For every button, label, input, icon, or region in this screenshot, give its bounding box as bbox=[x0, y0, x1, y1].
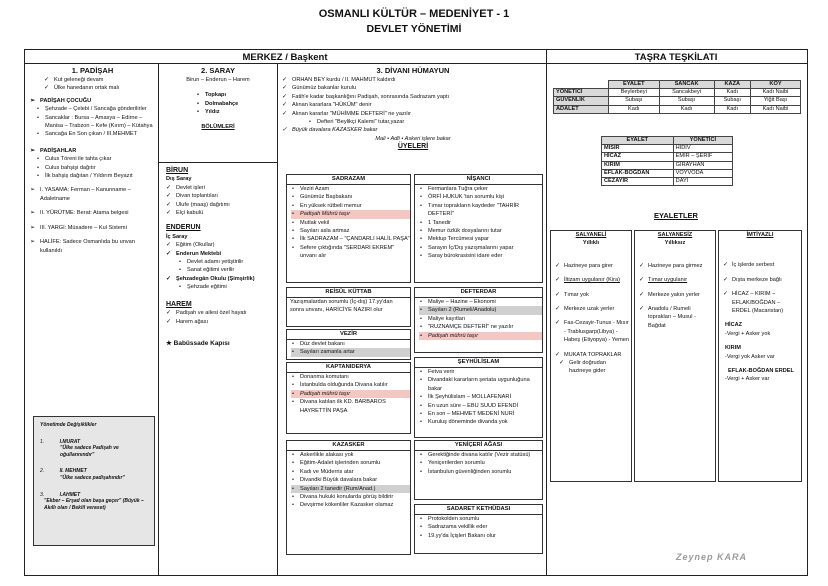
list-item: • Sanat eğitimi verilir bbox=[178, 266, 274, 274]
table-row bbox=[554, 97, 801, 105]
list-item: • Divana hukuki konularda görüş bildirir bbox=[291, 493, 410, 501]
saray-heading: 2. SARAY bbox=[201, 66, 235, 75]
list-item: ✓ Devlet işleri bbox=[166, 184, 274, 192]
list-item: • İlk bahşiş dağıtan / Yıldırım Beyazıt bbox=[36, 172, 155, 180]
note-item bbox=[40, 468, 150, 481]
list-item: • Culus bahşişi dağıtır bbox=[36, 164, 155, 172]
note-item bbox=[40, 492, 150, 512]
list-item: • 19.yy'da İçişleri Bakanı olur bbox=[419, 532, 542, 540]
reisul-text: Yazışmalardan sorumlu (İç-dış) 17.yy'dan sonra unvanı, HARİCİYE NAZIRI olur bbox=[290, 299, 393, 314]
table-row bbox=[602, 153, 733, 161]
list-item: ✓ İç işlerde serbest bbox=[723, 261, 799, 269]
list-item: • Fetva verir bbox=[419, 368, 542, 376]
salyanesiz-box bbox=[634, 230, 716, 482]
list-item: ✓ Eğitim (Okullar) bbox=[166, 241, 274, 249]
author-signature: Zeynep KARA bbox=[676, 552, 748, 562]
padisah-section bbox=[30, 66, 155, 255]
list-item: ✓ Alınan kararlara "HÜKÜM" denir bbox=[282, 101, 544, 109]
table-row bbox=[554, 89, 801, 97]
table-cell: Yiğit Başı bbox=[750, 97, 800, 105]
salyaneli-sub: Yıllıklı bbox=[582, 240, 600, 247]
sadaret-title: SADARET KETHÜDASI bbox=[415, 505, 542, 515]
list-item: ✓ Kut geleneği devam bbox=[44, 76, 155, 84]
list-item: ➢ I. YASAMA: Ferman – Kanunname – Adaletname bbox=[30, 186, 155, 203]
list-item: • Divandki Büyük davalara bakar bbox=[291, 476, 410, 484]
list-item: • Defteri "Beylikçi Kalemi" tutar,yazar bbox=[308, 118, 544, 126]
table-cell: YÖNETİCİ bbox=[554, 89, 609, 97]
list-item: • Sayıları zamanla artar bbox=[291, 348, 410, 356]
table-row bbox=[554, 105, 801, 113]
imtiyaz-text: -Vergi + Asker yok bbox=[725, 330, 771, 337]
table-cell: Kadı Naibi bbox=[750, 105, 800, 113]
table-row bbox=[602, 145, 733, 153]
seyhul-box bbox=[414, 357, 543, 438]
list-item: • Donanma komutanı bbox=[291, 373, 410, 381]
table-cell: HİCAZ bbox=[602, 153, 674, 161]
table-cell: Kadı Naibi bbox=[750, 89, 800, 97]
list-item: ✓ Gelir doğrudan hazineye gider bbox=[559, 359, 629, 376]
babussade-label bbox=[166, 340, 274, 348]
defterdar-box bbox=[414, 287, 543, 353]
table-cell: Subaşı bbox=[714, 97, 750, 105]
seyhul-title: ŞEYHÜLİSLAM bbox=[415, 358, 542, 368]
table-cell: VOYVODA bbox=[673, 169, 732, 177]
table-cell: ADALET bbox=[554, 105, 609, 113]
list-item: • Padişah mührü taşır bbox=[291, 390, 410, 398]
list-item: • Kadı ve Müderris atar bbox=[291, 468, 410, 476]
table-cell: Subaşı bbox=[659, 97, 714, 105]
list-item: • Mutlak vekil bbox=[291, 219, 410, 227]
imtiyaz-text: -Vergi + Asker var bbox=[725, 376, 770, 383]
harem-title: HAREM bbox=[166, 300, 192, 308]
list-item: • Divandaki kararların şeriata uygunluğuna bakar bbox=[419, 376, 542, 393]
table-cell: GÜVENLİK bbox=[554, 97, 609, 105]
note-text: "Ülke sadece padişahındır" bbox=[60, 474, 125, 481]
list-item: • "RUZNAMÇE DEFTERİ" ne yazılır bbox=[419, 323, 542, 331]
table-cell: Subaşı bbox=[609, 97, 660, 105]
list-item: • Askerlikle alakası yok bbox=[291, 451, 410, 459]
eyaletler-title: EYALETLER bbox=[654, 211, 698, 220]
list-item: • Gerektiğinde divana katılır (Vezir statüsü) bbox=[419, 451, 542, 459]
table-header: YÖNETİCİ bbox=[673, 137, 732, 145]
sehzade-title: ✓ Şehzadegân Okulu (Şimşirlik) bbox=[166, 275, 274, 283]
salyaneli-box bbox=[550, 230, 632, 482]
list-item: • Sayıları 2 (Rumeli/Anadolu) bbox=[419, 306, 542, 314]
list-item: • En uzun süre – EBU SUUD EFENDİ bbox=[419, 402, 542, 410]
list-item: • Yıldız bbox=[196, 108, 274, 116]
list-item: ✓ Enderun Mektebi bbox=[166, 250, 274, 258]
divan-heading: 3. DİVANI HÜMAYUN bbox=[376, 66, 450, 75]
sadrazam-title: SADRAZAM bbox=[287, 175, 410, 185]
list-item: • Kuruluş döneminde divanda yok bbox=[419, 418, 542, 426]
list-item: • Devşirme kökenliler Kazasker olamaz bbox=[291, 501, 410, 509]
list-item: • Sadrazama vekillik eder bbox=[419, 523, 542, 531]
list-item: ✓ ORHAN BEY kurdu / II. MAHMUT kaldırdı bbox=[282, 76, 544, 84]
list-item: • Yeniçerilerden sorumlu bbox=[419, 459, 542, 467]
birun-sub: Dış Saray bbox=[166, 176, 192, 183]
imtiyazli-title: İMTİYAZLI bbox=[746, 232, 774, 238]
table-cell: KIRIM bbox=[602, 161, 674, 169]
salyanesiz-sub: Yıllıksız bbox=[664, 240, 686, 247]
list-item: ✓ Fatih'e kadar başkanlığını Padişah, sonrasında Sadrazam yaptı bbox=[282, 93, 544, 101]
sadaret-box bbox=[414, 504, 543, 554]
reisul-box bbox=[286, 287, 411, 327]
list-item: ✓ Padişah ve ailesi özel hayatı bbox=[166, 309, 274, 317]
divan-mali: Mali • Adli • Askeri işlere bakar bbox=[375, 135, 451, 142]
table-header: EYALET bbox=[602, 137, 674, 145]
list-item: ✓ Divan toplantıları bbox=[166, 192, 274, 200]
divan-section bbox=[282, 66, 544, 152]
note-name: I.MURAT bbox=[59, 438, 81, 445]
table-row bbox=[602, 161, 733, 169]
tasra-header: TAŞRA TEŞKİLATI bbox=[634, 52, 718, 63]
nisanci-box bbox=[414, 174, 543, 283]
table-cell: EFLAK-BOĞDAN bbox=[602, 169, 674, 177]
list-item: ✓ Hazineye para girer bbox=[555, 262, 629, 270]
list-item: • İstanbulun güvenliğinden sorumlu bbox=[419, 468, 542, 476]
table-row bbox=[602, 178, 733, 186]
list-item: • Maliye kayıtları bbox=[419, 315, 542, 323]
list-item: • Sayıları 2 tanedir (Rum/Anad.) bbox=[291, 485, 410, 493]
vezir-box bbox=[286, 329, 411, 360]
list-item: • Sefere çıktığında "SERDARI EKREM" unvanı alır bbox=[291, 244, 410, 261]
yeniceri-title: YENİÇERİ AĞASI bbox=[415, 441, 542, 451]
list-item: ➢ HALİFE: Sadece Osmanlıda bu unvan kullanıldı bbox=[30, 238, 155, 255]
list-item: • Padişah mührü taşır bbox=[419, 332, 542, 340]
list-item: ✓ Merkeze uzak yerler bbox=[555, 305, 629, 313]
salyanesiz-title: SALYANESİZ bbox=[657, 232, 693, 238]
table-cell: CEZAYİR bbox=[602, 178, 674, 186]
list-item: • Padişah Mührü taşır bbox=[291, 210, 410, 218]
yeniceri-box bbox=[414, 440, 543, 500]
list-item: • ÖRFİ HUKUK 'tan sorumlu kişi bbox=[419, 193, 542, 201]
list-item: • İstanbulda olduğunda Divana katılır bbox=[291, 381, 410, 389]
note-title: Yönetimde Değişiklikler bbox=[40, 422, 97, 428]
imtiyaz-head: HİCAZ bbox=[725, 322, 743, 329]
sadrazam-box bbox=[286, 174, 411, 283]
table-row bbox=[602, 169, 733, 177]
list-item: ➢ III. YARGI: Müsadere – Kul Sistemi bbox=[30, 224, 155, 232]
list-item: • İlk Şeyhülislam – MOLLAFENARİ bbox=[419, 393, 542, 401]
nisanci-title: NİŞANCI bbox=[415, 175, 542, 185]
list-item: • Sayıları asla artmaz bbox=[291, 227, 410, 235]
table-header-row bbox=[554, 81, 801, 89]
list-item: ✓ Alınan kararlar "MÜHİMME DEFTERİ" ne yazılır bbox=[282, 110, 544, 118]
vezir-title: VEZİR bbox=[287, 330, 410, 340]
merkez-header: MERKEZ / Başkent bbox=[242, 52, 328, 63]
list-item: • Divana katılan ilk KD. BARBAROS HAYRETTİN PAŞA bbox=[291, 398, 410, 415]
saray-section bbox=[162, 66, 274, 131]
list-item: • Dolmabahçe bbox=[196, 100, 274, 108]
list-item: • Şehzade – Çelebi / Sancağa gönderilirler bbox=[36, 105, 155, 113]
list-item: • Fermanlara Tuğra çeker bbox=[419, 185, 542, 193]
yetki-title: ➢ PADİŞAHLAR bbox=[30, 147, 155, 155]
list-item: • Devlet adamı yetiştirilir bbox=[178, 258, 274, 266]
table-header: KAZA bbox=[714, 81, 750, 89]
list-item: • Eğitim-Adalet işlerinden sorumlu bbox=[291, 459, 410, 467]
table-cell: DAYI bbox=[673, 178, 732, 186]
note-text: "Ülke sadece Padişah ve oğullarınındır" bbox=[60, 445, 119, 458]
imtiyaz-text: -Vergi yok Asker var bbox=[725, 353, 775, 360]
list-item: ✓ Dışta merkeze bağlı bbox=[723, 276, 799, 284]
reisul-title: REİSÜL KÜTTAB bbox=[287, 288, 410, 298]
note-text: "Ekber – Erşad olan başa geçer" (Büyük – Akıllı olan / Beklil veraset) bbox=[44, 498, 144, 511]
bolumler-label: BÖLÜMLERİ bbox=[201, 123, 235, 130]
table-cell: Kadı bbox=[609, 105, 660, 113]
table-header-row bbox=[602, 137, 733, 145]
birun-title: BİRUN bbox=[166, 167, 189, 174]
list-item: ✓ Hazineye para girmez bbox=[639, 262, 713, 270]
list-item: • Mektup Tercümesi yapar bbox=[419, 235, 542, 243]
list-item: • Tımar toprakların kaydeder "TAHRİR DEFTERİ" bbox=[419, 202, 542, 219]
note-name: II. MEHMET bbox=[59, 468, 87, 475]
list-item: ✓ Fas-Cezayir-Tunus - Mısır - Trablusgarp(Libya) - Habeş (Etiyopya) - Yemen bbox=[555, 319, 629, 344]
table-cell: Kadı bbox=[659, 105, 714, 113]
defterdar-title: DEFTERDAR bbox=[415, 288, 542, 298]
babussade-text: Babüssade Kapısı bbox=[173, 339, 230, 347]
note-item bbox=[40, 439, 150, 459]
eyalet-yonetici-table bbox=[601, 136, 733, 186]
imtiyaz-head: EFLAK-BOĞDAN ERDEL bbox=[728, 368, 794, 375]
note-num: 1. bbox=[40, 438, 45, 445]
kazasker-box bbox=[286, 440, 411, 555]
list-item: • Culus Töreni ile tahta çıkar bbox=[36, 155, 155, 163]
table-cell: Beylerbeyi bbox=[609, 89, 660, 97]
table-cell: Kadı bbox=[714, 89, 750, 97]
page-title: OSMANLI KÜLTÜR – MEDENİYET - 1 bbox=[318, 8, 510, 20]
star-icon: ★ bbox=[166, 339, 172, 347]
list-item: ✓ HİCAZ – KIRIM – EFLAK/BOĞDAN – ERDEL (Macaristan) bbox=[723, 290, 799, 315]
list-item: • En yüksek rütbeli memur bbox=[291, 202, 410, 210]
saray-parts: Birun – Enderun – Harem bbox=[186, 77, 250, 83]
list-item: • Maliye – Hazine – Ekonomi bbox=[419, 298, 542, 306]
table-cell: MISIR bbox=[602, 145, 674, 153]
enderun-title: ENDERUN bbox=[166, 224, 201, 232]
table-header: KÖY bbox=[750, 81, 800, 89]
list-item: ✓ Harem ağası bbox=[166, 318, 274, 326]
list-item: ✓ Anadolu / Rumeli toprakları – Musul - Bağdat bbox=[639, 305, 713, 330]
list-item: • En son – MEHMET MEDENİ NURİ bbox=[419, 410, 542, 418]
note-name: I.AHMET bbox=[59, 491, 81, 498]
list-item: ✓ Ulufe (maaş) dağıtımı bbox=[166, 201, 274, 209]
cocugu-title: ➢ PADİŞAH ÇOCUĞU bbox=[30, 97, 155, 105]
list-item: • Günümüz Başbakanı bbox=[291, 193, 410, 201]
list-item: • Sancaklar : Bursa – Amasya – Edirne – Manisa – Trabzon – Kefe (Kırım) – Kütahya bbox=[36, 114, 155, 131]
table-cell: Sancakbeyi bbox=[659, 89, 714, 97]
list-item: • Topkapı bbox=[196, 91, 274, 99]
enderun-sub: İç Saray bbox=[166, 233, 188, 240]
list-item: • İlk SADRAZAM – "ÇANDARLI HALİL PAŞA" bbox=[291, 235, 410, 243]
kaptan-box bbox=[286, 362, 411, 434]
list-item: • Sancağa En Son çıkan / III.MEHMET bbox=[36, 130, 155, 138]
table-cell: EMİR – ŞERİF bbox=[673, 153, 732, 161]
imtiyazli-box bbox=[718, 230, 802, 482]
table-cell: HIDİV bbox=[673, 145, 732, 153]
list-item: ✓ Tımar uygulanır bbox=[639, 276, 713, 284]
kaptan-title: KAPTANIDERYA bbox=[287, 363, 410, 373]
note-num: 2. bbox=[40, 468, 45, 475]
uyeleri-label: ÜYELERİ bbox=[397, 143, 429, 151]
list-item: • Sarayın İç/Dış yazışmalarını yapar bbox=[419, 244, 542, 252]
kazasker-title: KAZASKER bbox=[287, 441, 410, 451]
list-item: • 1 Tanedir bbox=[419, 219, 542, 227]
list-item: ✓ Günümüz bakanlar kurulu bbox=[282, 84, 544, 92]
saray-bolumler bbox=[166, 167, 274, 348]
list-item: ✓ Elçi kabulü bbox=[166, 209, 274, 217]
page-subtitle: DEVLET YÖNETİMİ bbox=[366, 23, 462, 35]
list-item: ✓ Merkeze yakın yerler bbox=[639, 291, 713, 299]
note-num: 3. bbox=[40, 491, 45, 498]
imtiyaz-head: KIRIM bbox=[725, 345, 741, 352]
tasra-table bbox=[553, 80, 801, 114]
table-cell bbox=[554, 81, 609, 89]
table-cell: GİRAYHAN bbox=[673, 161, 732, 169]
list-item: ✓ İltizam uygulanır (Kira) bbox=[555, 276, 629, 284]
list-item: • Veziri Azam bbox=[291, 185, 410, 193]
table-cell: Kadı bbox=[714, 105, 750, 113]
table-header: SANCAK bbox=[659, 81, 714, 89]
table-header: EYALET bbox=[609, 81, 660, 89]
list-item: • Şehzade eğitimi bbox=[178, 283, 274, 291]
list-item: ✓ Büyük davalara KAZASKER bakar bbox=[282, 126, 544, 134]
list-item: • Protokolden sorumlu bbox=[419, 515, 542, 523]
list-item: • Düz devlet bakanı bbox=[291, 340, 410, 348]
list-item: ➢ II. YÜRÜTME: Berat: Atama belgesi bbox=[30, 209, 155, 217]
list-item: ✓ Tımar yok bbox=[555, 291, 629, 299]
list-item: • Memur özlük dosyalarını tutar bbox=[419, 227, 542, 235]
list-item: ✓ Ülke hanedanın ortak malı bbox=[44, 84, 155, 92]
list-item: • Saray bürokrasisini idare eder bbox=[419, 252, 542, 260]
list-item: ✓ MUKATA TOPRAKLAR bbox=[555, 351, 629, 359]
salyaneli-title: SALYANELİ bbox=[575, 232, 607, 238]
padisah-heading: 1. PADİŞAH bbox=[71, 66, 114, 75]
note-box bbox=[33, 416, 155, 546]
